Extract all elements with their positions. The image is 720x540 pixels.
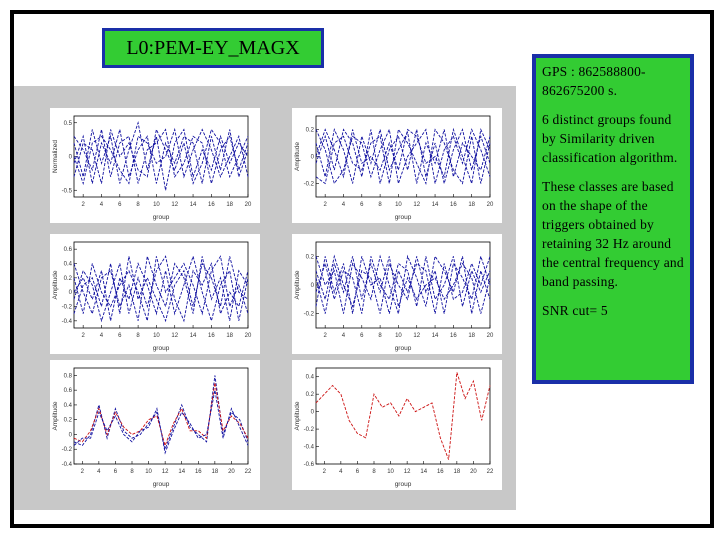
- x-tick-label: 4: [339, 469, 343, 475]
- x-tick-label: 20: [486, 202, 494, 208]
- x-tick-label: 12: [403, 469, 411, 475]
- x-tick-label: 14: [189, 202, 197, 208]
- page-title: L0:PEM-EY_MAGX: [102, 28, 324, 68]
- x-tick-label: 12: [413, 202, 421, 208]
- y-tick-label: 0.2: [63, 417, 72, 424]
- x-tick-label: 22: [486, 469, 494, 475]
- x-tick-label: 2: [80, 469, 84, 475]
- y-tick-label: 0.4: [63, 261, 72, 268]
- y-tick-label: 0.6: [63, 247, 72, 254]
- groups-text: 6 distinct groups found by Similarity driven classification algorithm.: [542, 112, 678, 165]
- y-tick-label: 0.4: [305, 374, 314, 381]
- x-tick-label: 18: [468, 333, 476, 339]
- y-tick-label: -0.5: [61, 188, 72, 195]
- x-tick-label: 22: [244, 469, 252, 475]
- x-tick-label: 6: [118, 333, 122, 339]
- y-tick-label: 0.6: [63, 388, 72, 395]
- y-tick-label: -0.4: [61, 318, 72, 325]
- x-tick-label: 10: [153, 333, 160, 339]
- x-tick-label: 6: [118, 202, 122, 208]
- chart-2: [292, 108, 502, 223]
- x-tick-label: 6: [360, 333, 364, 339]
- x-tick-label: 14: [431, 333, 439, 339]
- x-tick-label: 20: [244, 333, 252, 339]
- chart-3: [50, 234, 260, 354]
- x-tick-label: 6: [360, 202, 364, 208]
- y-tick-label: 0.8: [63, 373, 72, 380]
- x-tick-label: 20: [228, 469, 235, 475]
- y-tick-label: -0.4: [61, 462, 72, 468]
- x-tick-label: 18: [211, 469, 219, 475]
- x-tick-label: 4: [99, 202, 104, 208]
- x-tick-label: 20: [244, 202, 252, 208]
- y-tick-label: -0.2: [61, 447, 72, 454]
- x-tick-label: 10: [387, 469, 394, 475]
- y-axis-label: Amplitude: [294, 270, 301, 300]
- x-tick-label: 10: [145, 469, 152, 475]
- x-tick-label: 14: [189, 333, 197, 339]
- x-tick-label: 2: [323, 202, 327, 208]
- y-tick-label: 0.2: [305, 392, 314, 399]
- x-tick-label: 18: [453, 469, 461, 475]
- y-axis-label: Normalized: [52, 140, 59, 173]
- x-tick-label: 10: [153, 202, 160, 208]
- y-axis-label: Amplitude: [294, 142, 301, 171]
- x-tick-label: 2: [81, 333, 85, 339]
- chart-1: [50, 108, 260, 223]
- y-axis-label: Amplitude: [52, 401, 59, 431]
- y-tick-label: 0.2: [63, 275, 72, 282]
- x-tick-label: 20: [470, 469, 477, 475]
- x-axis-label: group: [394, 481, 412, 488]
- y-tick-label: 0: [310, 409, 314, 416]
- x-tick-label: 16: [208, 333, 215, 339]
- x-tick-label: 18: [468, 202, 476, 208]
- x-tick-label: 8: [136, 333, 140, 339]
- y-tick-label: -0.2: [303, 311, 314, 318]
- x-tick-label: 14: [178, 469, 186, 475]
- x-tick-label: 16: [208, 202, 215, 208]
- x-tick-label: 10: [395, 202, 402, 208]
- chart-6: [292, 360, 502, 490]
- x-tick-label: 8: [136, 202, 140, 208]
- y-tick-label: -0.4: [303, 444, 314, 451]
- gps-text: GPS : 862588800-862675200 s.: [542, 64, 646, 98]
- y-tick-label: 0: [68, 290, 72, 297]
- x-tick-label: 16: [194, 469, 202, 475]
- x-tick-label: 2: [323, 333, 327, 339]
- chart-4: [292, 234, 502, 354]
- y-axis-label: Amplitude: [294, 401, 301, 431]
- x-tick-label: 20: [486, 333, 494, 339]
- x-tick-label: 12: [413, 333, 421, 339]
- snr-text: SNR cut= 5: [542, 303, 608, 318]
- x-tick-label: 4: [97, 469, 101, 475]
- x-tick-label: 8: [130, 469, 134, 475]
- x-tick-label: 10: [395, 333, 402, 339]
- x-tick-label: 6: [355, 469, 360, 475]
- y-tick-label: 0.5: [63, 120, 72, 127]
- x-tick-label: 18: [226, 202, 234, 208]
- y-tick-label: -0.2: [61, 304, 72, 311]
- x-tick-label: 18: [226, 333, 234, 339]
- y-axis-label: Amplitude: [52, 270, 59, 300]
- y-tick-label: 0: [68, 432, 72, 439]
- x-tick-label: 4: [341, 202, 346, 208]
- x-tick-label: 12: [171, 202, 179, 208]
- chart-5: [50, 360, 260, 490]
- y-tick-label: 0.4: [63, 402, 72, 409]
- classes-text: These classes are based on the shape of the triggers obtained by retaining 32 Hz around the central frequency and band passing.: [542, 179, 684, 289]
- x-tick-label: 6: [113, 469, 118, 475]
- x-axis-label: group: [394, 345, 412, 352]
- info-box: [532, 54, 694, 384]
- y-tick-label: 0.2: [305, 127, 314, 134]
- x-tick-label: 16: [450, 333, 457, 339]
- x-axis-label: group: [394, 214, 412, 221]
- x-axis-label: group: [152, 345, 170, 352]
- x-tick-label: 12: [161, 469, 169, 475]
- y-tick-label: -0.2: [303, 181, 314, 188]
- x-tick-label: 2: [81, 202, 85, 208]
- x-tick-label: 8: [378, 333, 382, 339]
- x-tick-label: 12: [171, 333, 179, 339]
- x-tick-label: 14: [431, 202, 439, 208]
- x-tick-label: 16: [436, 469, 444, 475]
- y-tick-label: -0.6: [303, 462, 314, 468]
- x-tick-label: 2: [322, 469, 326, 475]
- x-axis-label: group: [152, 214, 170, 221]
- x-tick-label: 16: [450, 202, 457, 208]
- y-tick-label: 0: [310, 154, 314, 161]
- y-tick-label: 0.2: [305, 254, 314, 261]
- x-tick-label: 8: [372, 469, 376, 475]
- y-tick-label: 0: [310, 283, 314, 289]
- x-axis-label: group: [152, 481, 170, 488]
- x-tick-label: 8: [378, 202, 382, 208]
- y-tick-label: 0: [68, 154, 72, 161]
- x-tick-label: 4: [99, 333, 104, 339]
- x-tick-label: 4: [341, 333, 346, 339]
- y-tick-label: -0.2: [303, 427, 314, 434]
- x-tick-label: 14: [420, 469, 428, 475]
